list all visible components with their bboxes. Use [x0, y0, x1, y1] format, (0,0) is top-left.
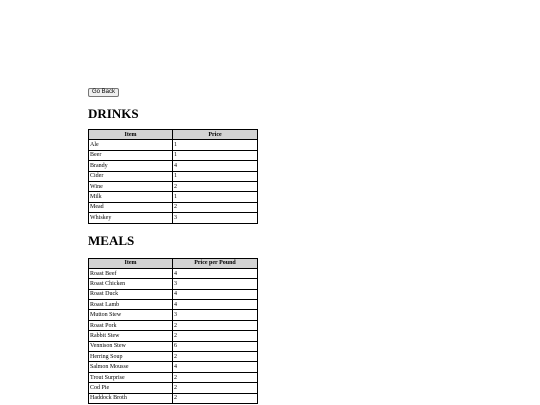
table-row	[89, 362, 258, 372]
price-cell: 1	[173, 150, 258, 160]
item-cell: Beer	[89, 150, 173, 160]
price-cell: 2	[173, 352, 258, 362]
price-cell: 4	[173, 362, 258, 372]
table-row	[89, 140, 258, 150]
item-cell: Roast Pork	[89, 320, 173, 330]
price-cell: 3	[173, 279, 258, 289]
price-cell: 3	[173, 310, 258, 320]
item-cell: Vennison Stew	[89, 341, 173, 351]
price-cell: 6	[173, 341, 258, 351]
item-cell: Roast Beef	[89, 268, 173, 278]
table-row	[89, 310, 258, 320]
price-cell: 1	[173, 140, 258, 150]
table-row	[89, 300, 258, 310]
item-cell: Roast Lamb	[89, 300, 173, 310]
drinks-table	[88, 129, 258, 224]
price-cell: 2	[173, 383, 258, 393]
item-cell: Ale	[89, 140, 173, 150]
item-cell: Whiskey	[89, 213, 173, 223]
price-cell: 4	[173, 161, 258, 171]
item-cell: Herring Soup	[89, 352, 173, 362]
table-row	[89, 150, 258, 160]
item-cell: Trout Surprise	[89, 372, 173, 382]
price-cell: 2	[173, 331, 258, 341]
item-cell: Roast Chicken	[89, 279, 173, 289]
price-cell: 4	[173, 268, 258, 278]
table-row	[89, 331, 258, 341]
price-cell: 2	[173, 202, 258, 212]
price-cell: 2	[173, 393, 258, 403]
price-cell: 2	[173, 372, 258, 382]
drinks-header-price: Price	[173, 130, 258, 140]
drinks-header-row	[89, 130, 258, 140]
table-row	[89, 171, 258, 181]
item-cell: Brandy	[89, 161, 173, 171]
table-row	[89, 161, 258, 171]
price-cell: 2	[173, 320, 258, 330]
item-cell: Cod Pie	[89, 383, 173, 393]
item-cell: Haddock Broth	[89, 393, 173, 403]
page-content	[88, 88, 258, 404]
item-cell: Wine	[89, 181, 173, 191]
table-row	[89, 192, 258, 202]
table-row	[89, 213, 258, 223]
go-back-button[interactable]: Go Back	[88, 88, 119, 97]
price-cell: 2	[173, 181, 258, 191]
meals-table	[88, 258, 258, 404]
item-cell: Mutton Stew	[89, 310, 173, 320]
item-cell: Milk	[89, 192, 173, 202]
price-cell: 3	[173, 213, 258, 223]
table-row	[89, 320, 258, 330]
table-row	[89, 181, 258, 191]
price-cell: 4	[173, 300, 258, 310]
item-cell: Salmon Mousse	[89, 362, 173, 372]
table-row	[89, 279, 258, 289]
table-row	[89, 202, 258, 212]
meals-header-price: Price per Pound	[173, 258, 258, 268]
item-cell: Rabbit Stew	[89, 331, 173, 341]
price-cell: 4	[173, 289, 258, 299]
drinks-header-item: Item	[89, 130, 173, 140]
table-row	[89, 393, 258, 403]
meals-header-row	[89, 258, 258, 268]
table-row	[89, 341, 258, 351]
drinks-heading: DRINKS	[88, 106, 139, 121]
table-row	[89, 372, 258, 382]
table-row	[89, 352, 258, 362]
table-row	[89, 289, 258, 299]
item-cell: Cider	[89, 171, 173, 181]
table-row	[89, 268, 258, 278]
item-cell: Mead	[89, 202, 173, 212]
table-row	[89, 383, 258, 393]
price-cell: 1	[173, 171, 258, 181]
price-cell: 1	[173, 192, 258, 202]
item-cell: Roast Duck	[89, 289, 173, 299]
meals-heading: MEALS	[88, 232, 135, 248]
meals-header-item: Item	[89, 258, 173, 268]
